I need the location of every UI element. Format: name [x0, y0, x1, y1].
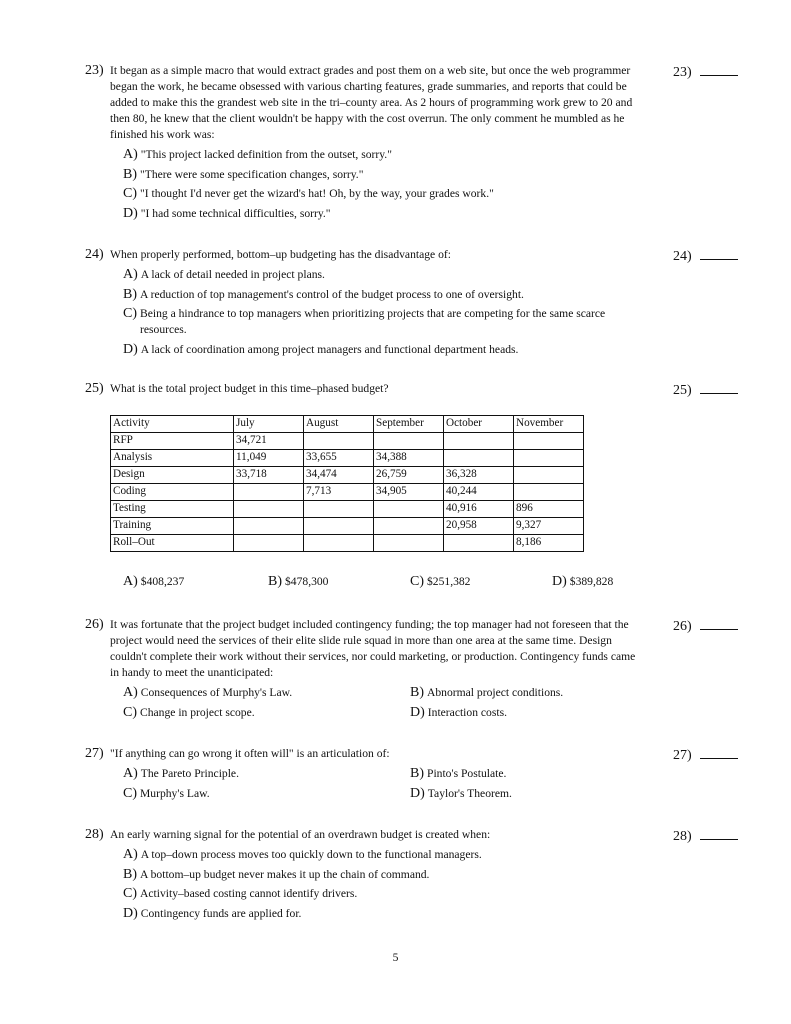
table-cell: Roll–Out [111, 535, 234, 552]
table-cell [234, 518, 304, 535]
table-cell [234, 484, 304, 501]
table-cell: 40,244 [444, 484, 514, 501]
table-cell [374, 518, 444, 535]
table-cell [514, 433, 584, 450]
question-27 [85, 746, 745, 803]
question-stem: "If anything can go wrong it often will" is an articulation of: [110, 747, 390, 760]
table-cell: Design [111, 467, 234, 484]
table-cell: Coding [111, 484, 234, 501]
table-cell: 34,905 [374, 484, 444, 501]
answer-blank[interactable] [700, 746, 738, 759]
question-number: 25) [85, 381, 104, 396]
answer-slot: 27) [673, 746, 738, 764]
table-cell [444, 450, 514, 467]
table-cell: 8,186 [514, 535, 584, 552]
option-a: A) The Pareto Principle. [123, 766, 239, 781]
answer-blank[interactable] [700, 247, 738, 260]
table-cell: 7,713 [304, 484, 374, 501]
option-c: C) $251,382 [410, 574, 471, 589]
question-26 [85, 617, 745, 722]
table-cell: 33,655 [304, 450, 374, 467]
table-cell [304, 433, 374, 450]
table-cell: 34,388 [374, 450, 444, 467]
option-c: C) Being a hindrance to top managers when prioritizing projects that are competing for the same scarce resources. [123, 306, 606, 336]
question-24 [85, 247, 745, 360]
question-stem: What is the total project budget in this time–phased budget? [110, 382, 389, 395]
question-stem: It was fortunate that the project budget included contingency funding; the top manager had not foreseen that the project would need the services of their elite slide rule squad in more than one area at the same time. Design couldn't complete their work without their services, nor could marketing, or production. Contingency funds came in handy to meet the unanticipated: [110, 618, 636, 679]
table-row [111, 484, 584, 501]
option-d: D) Interaction costs. [410, 704, 507, 720]
answer-slot: 26) [673, 617, 738, 635]
table-cell: 34,721 [234, 433, 304, 450]
table-row [111, 467, 584, 484]
table-cell: Testing [111, 501, 234, 518]
table-cell: 36,328 [444, 467, 514, 484]
option-a: A) $408,237 [123, 574, 185, 589]
table-cell: 40,916 [444, 501, 514, 518]
question-stem: An early warning signal for the potential of an overdrawn budget is created when: [110, 828, 491, 841]
option-c: C) Murphy's Law. [123, 785, 210, 801]
option-d: D) Contingency funds are applied for. [123, 905, 302, 921]
table-cell: 26,759 [374, 467, 444, 484]
option-c: C) "I thought I'd never get the wizard's hat! Oh, by the way, your grades work." [123, 186, 494, 201]
answer-slot: 25) [673, 381, 738, 399]
answer-blank[interactable] [700, 617, 738, 630]
option-b: B) Abnormal project conditions. [410, 685, 564, 700]
table-cell [234, 501, 304, 518]
option-b: B) A reduction of top management's control of the budget process to one of oversight. [123, 286, 524, 302]
table-cell: Training [111, 518, 234, 535]
question-number: 24) [85, 247, 104, 262]
table-cell: RFP [111, 433, 234, 450]
question-25 [85, 381, 745, 397]
table-cell [304, 535, 374, 552]
table-header-cell: July [234, 416, 304, 433]
table-cell: 33,718 [234, 467, 304, 484]
answer-blank[interactable] [700, 827, 738, 840]
question-23 [85, 63, 745, 223]
option-d: D) "I had some technical difficulties, sorry." [123, 205, 331, 221]
table-cell [234, 535, 304, 552]
table-row [111, 535, 584, 552]
table-cell: 34,474 [304, 467, 374, 484]
table-row [111, 501, 584, 518]
option-b: B) "There were some specification changes, sorry." [123, 166, 364, 182]
question-number: 27) [85, 746, 104, 761]
question-number: 26) [85, 617, 104, 632]
question-number: 28) [85, 827, 104, 842]
answer-slot: 23) [673, 63, 738, 81]
option-b: B) $478,300 [268, 574, 329, 589]
table-header-row [111, 416, 584, 433]
table-row [111, 450, 584, 467]
table-row [111, 433, 584, 450]
option-d: D) Taylor's Theorem. [410, 785, 512, 801]
answer-blank[interactable] [700, 63, 738, 76]
option-c: C) Change in project scope. [123, 704, 255, 720]
option-a: A) A lack of detail needed in project plans. [123, 267, 325, 282]
table-row [111, 518, 584, 535]
option-c: C) Activity–based costing cannot identify drivers. [123, 886, 358, 901]
option-a: A) "This project lacked definition from the outset, sorry." [123, 147, 392, 162]
table-cell: 9,327 [514, 518, 584, 535]
table-cell [304, 501, 374, 518]
table-cell: 896 [514, 501, 584, 518]
table-cell [514, 484, 584, 501]
table-cell [444, 535, 514, 552]
table-cell [444, 433, 514, 450]
table-cell: 20,958 [444, 518, 514, 535]
table-cell [374, 433, 444, 450]
answer-blank[interactable] [700, 381, 738, 394]
option-b: B) Pinto's Postulate. [410, 766, 507, 781]
question-25-options [85, 572, 745, 592]
table-cell: 11,049 [234, 450, 304, 467]
budget-table [110, 415, 584, 552]
answer-slot: 28) [673, 827, 738, 845]
option-b: B) A bottom–up budget never makes it up the chain of command. [123, 866, 430, 882]
question-stem: When properly performed, bottom–up budgeting has the disadvantage of: [110, 248, 451, 261]
table-cell [514, 467, 584, 484]
table-cell [374, 535, 444, 552]
table-cell [514, 450, 584, 467]
option-d: D) A lack of coordination among project managers and functional department heads. [123, 342, 519, 357]
question-28 [85, 827, 745, 923]
option-d: D) $389,828 [552, 574, 614, 589]
table-header-cell: September [374, 416, 444, 433]
option-a: A) Consequences of Murphy's Law. [123, 685, 293, 700]
table-header-cell: Activity [111, 416, 234, 433]
page-number: 5 [392, 951, 399, 964]
table-cell [304, 518, 374, 535]
question-number: 23) [85, 63, 104, 78]
answer-slot: 24) [673, 247, 738, 265]
table-header-cell: October [444, 416, 514, 433]
table-cell [374, 501, 444, 518]
table-header-cell: November [514, 416, 584, 433]
question-stem: It began as a simple macro that would extract grades and post them on a web site, but once the web programmer began the work, he became obsessed with various charting features, grade summaries, and reports that could be added to make this the grandest web site in the tri–county area. As 2 hours of programming work grew to 20 and then 80, he knew that the client wouldn't be happy with the cost overrun. The only comment he mumbled as he finished his work was: [110, 64, 633, 141]
table-cell: Analysis [111, 450, 234, 467]
table-header-cell: August [304, 416, 374, 433]
option-a: A) A top–down process moves too quickly down to the functional managers. [123, 847, 482, 862]
